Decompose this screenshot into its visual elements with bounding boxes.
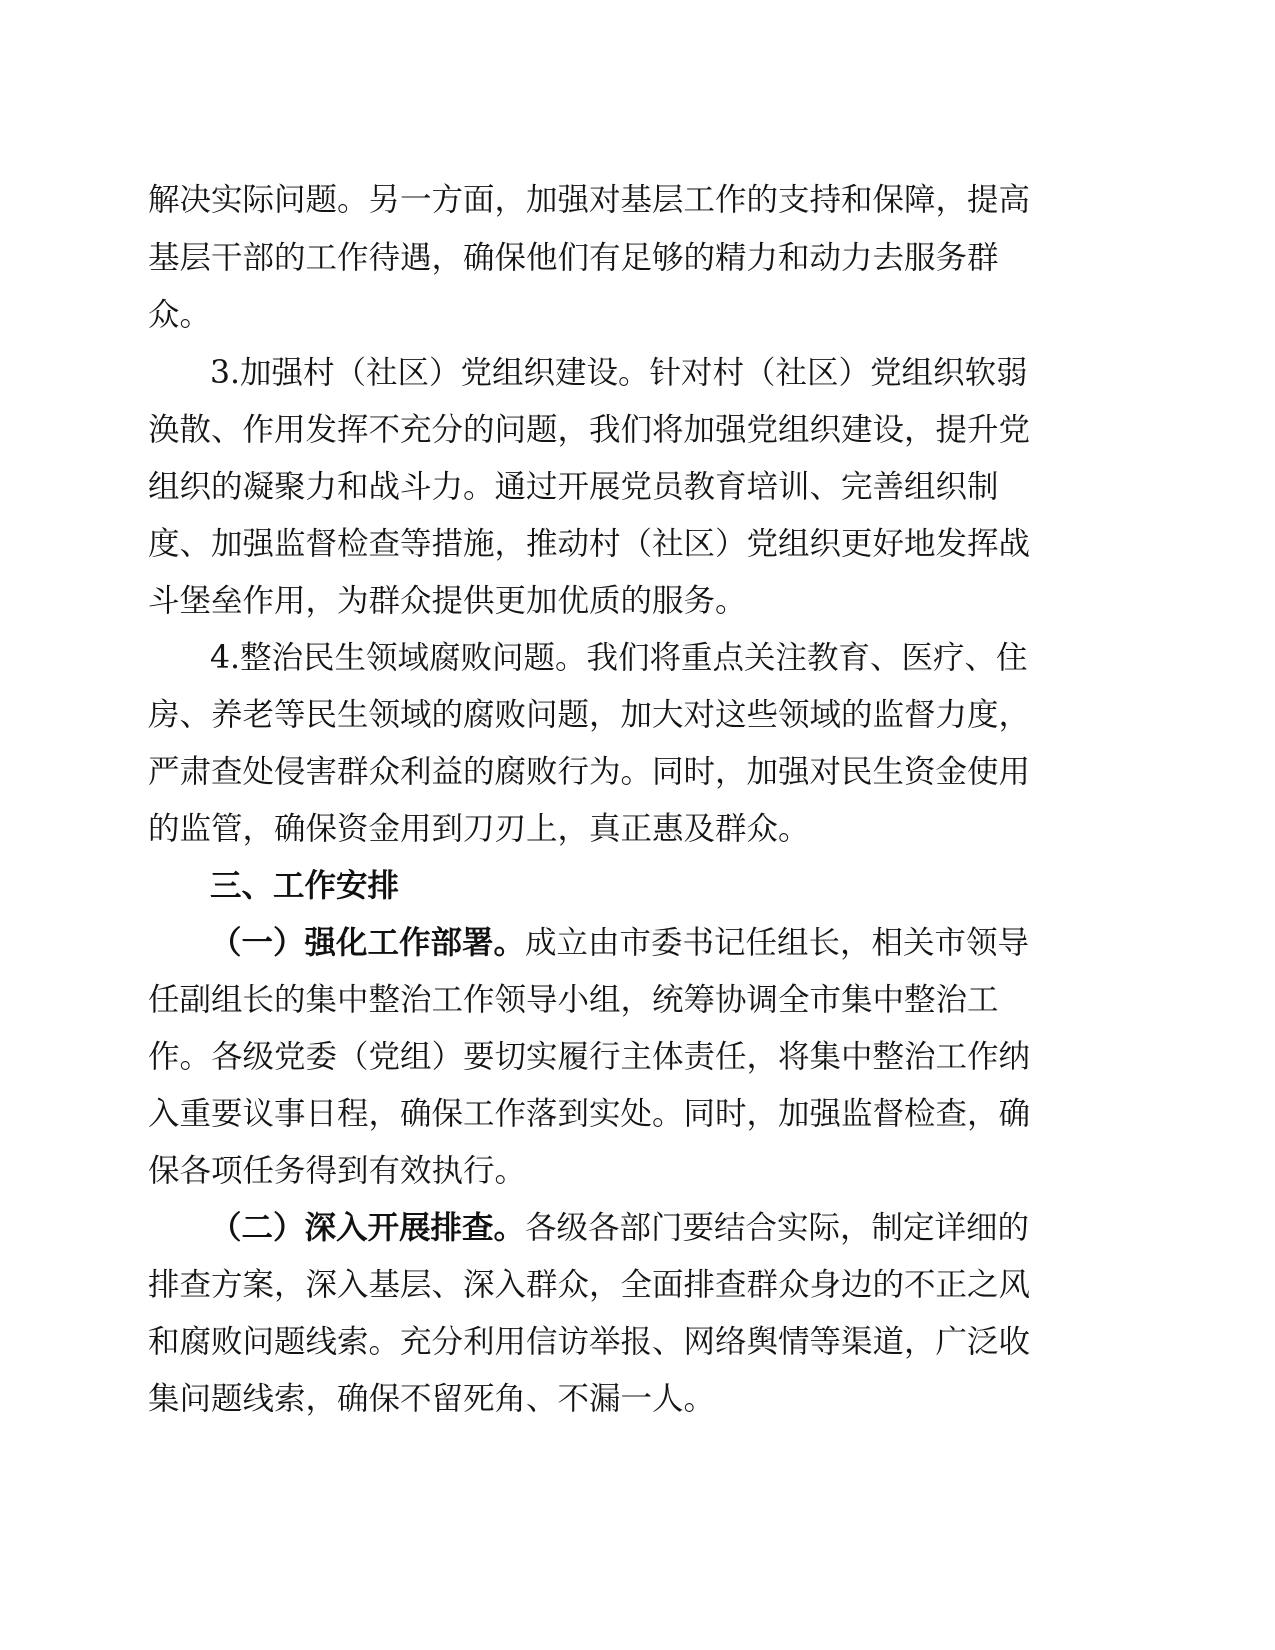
text-line-7: 度、加强监督检查等措施，推动村（社区）党组织更好地发挥战 bbox=[148, 526, 1031, 562]
text-line-3: 众。 bbox=[148, 297, 212, 333]
text-line-1: 解决实际问题。另一方面，加强对基层工作的支持和保障，提高 bbox=[148, 182, 1031, 218]
text-line-9: 4.整治民生领域腐败问题。我们将重点关注教育、医疗、住 bbox=[210, 640, 1028, 676]
text-line-4: 3.加强村（社区）党组织建设。针对村（社区）党组织软弱 bbox=[210, 355, 1028, 391]
text-line-11: 严肃查处侵害群众利益的腐败行为。同时，加强对民生资金使用 bbox=[148, 754, 1031, 790]
sub-heading-2: （二）深入开展排查。 bbox=[210, 1210, 526, 1246]
paragraph-2-text: 各级各部门要结合实际，制定详细的 bbox=[525, 1210, 1030, 1246]
text-line-18: 保各项任务得到有效执行。 bbox=[148, 1153, 527, 1189]
section-heading: 三、工作安排 bbox=[210, 868, 400, 904]
text-line-22: 和腐败问题线索。充分利用信访举报、网络舆情等渠道，广泛收 bbox=[148, 1324, 1031, 1360]
text-line-17: 入重要议事日程，确保工作落到实处。同时，加强监督检查，确 bbox=[148, 1096, 1031, 1132]
paragraph-1-text: 成立由市委书记任组长，相关市领导 bbox=[525, 925, 1030, 961]
text-line-2: 基层干部的工作待遇，确保他们有足够的精力和动力去服务群 bbox=[148, 240, 999, 276]
text-line-5: 涣散、作用发挥不充分的问题，我们将加强党组织建设，提升党 bbox=[148, 412, 1031, 448]
text-line-23: 集问题线索，确保不留死角、不漏一人。 bbox=[148, 1381, 716, 1417]
text-line-8: 斗堡垒作用，为群众提供更加优质的服务。 bbox=[148, 583, 747, 619]
text-line-10: 房、养老等民生领域的腐败问题，加大对这些领域的监督力度， bbox=[148, 697, 1031, 733]
text-line-15: 任副组长的集中整治工作领导小组，统筹协调全市集中整治工 bbox=[148, 982, 999, 1018]
text-line-16: 作。各级党委（党组）要切实履行主体责任，将集中整治工作纳 bbox=[148, 1039, 1031, 1075]
paragraph-line-1 bbox=[0, 918, 1275, 968]
sub-heading-1: （一）强化工作部署。 bbox=[210, 925, 526, 961]
paragraph-line-2 bbox=[0, 1203, 1275, 1253]
text-line-12: 的监管，确保资金用到刀刃上，真正惠及群众。 bbox=[148, 811, 810, 847]
text-line-6: 组织的凝聚力和战斗力。通过开展党员教育培训、完善组织制 bbox=[148, 469, 999, 505]
text-line-21: 排查方案，深入基层、深入群众，全面排查群众身边的不正之风 bbox=[148, 1267, 1031, 1303]
